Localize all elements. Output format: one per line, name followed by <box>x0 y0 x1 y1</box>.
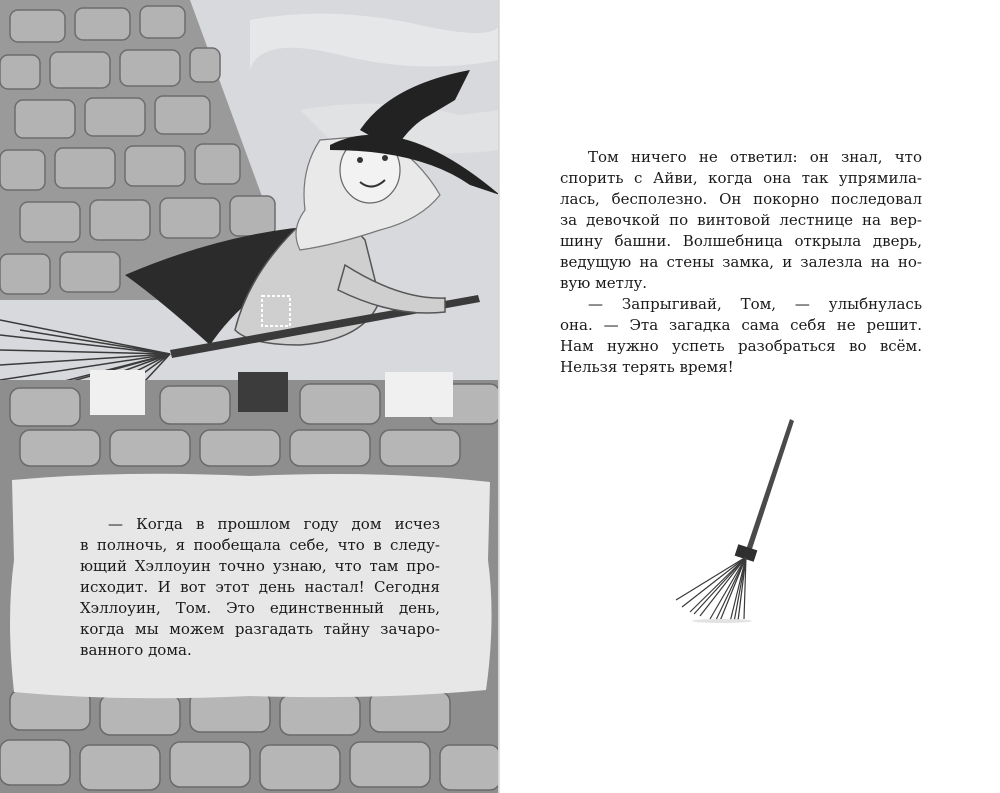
text-line: шину башни. Волшебница открыла дверь, <box>560 232 922 250</box>
text-line: Том ничего не ответил: он знал, что <box>588 148 922 166</box>
right-text <box>560 147 922 378</box>
text-line: Нам нужно успеть разобраться во всём. <box>560 337 922 355</box>
text-line: вую метлу. <box>560 274 648 292</box>
text-line: в полночь, я пообещала себе, что в следу- <box>80 536 440 554</box>
text-line: спорить с Айви, когда она так упрямила- <box>560 169 922 187</box>
right-page <box>500 0 1000 793</box>
text-line: Нельзя терять время! <box>560 358 734 376</box>
broom-icon <box>672 415 802 625</box>
text-line: исходит. И вот этот день настал! Сегодня <box>80 578 440 596</box>
text-line: ющий Хэллоуин точно узнаю, что там про- <box>80 557 440 575</box>
text-line: лась, бесполезно. Он покорно последовал <box>560 190 922 208</box>
text-line: когда мы можем разгадать тайну зачаро- <box>80 620 440 638</box>
text-line: — Когда в прошлом году дом исчез <box>108 515 440 533</box>
text-line: — Запрыгивай, Том, — улыбнулась <box>588 295 922 313</box>
text-line: ванного дома. <box>80 641 192 659</box>
text-line: Хэллоуин, Том. Это единственный день, <box>80 599 440 617</box>
left-paragraph <box>80 514 440 661</box>
text-line: ведущую на стены замка, и залезла на но- <box>560 253 922 271</box>
text-line: она. — Эта загадка сама себя не решит. <box>560 316 922 334</box>
text-line: за девочкой по винтовой лестнице на вер- <box>560 211 922 229</box>
